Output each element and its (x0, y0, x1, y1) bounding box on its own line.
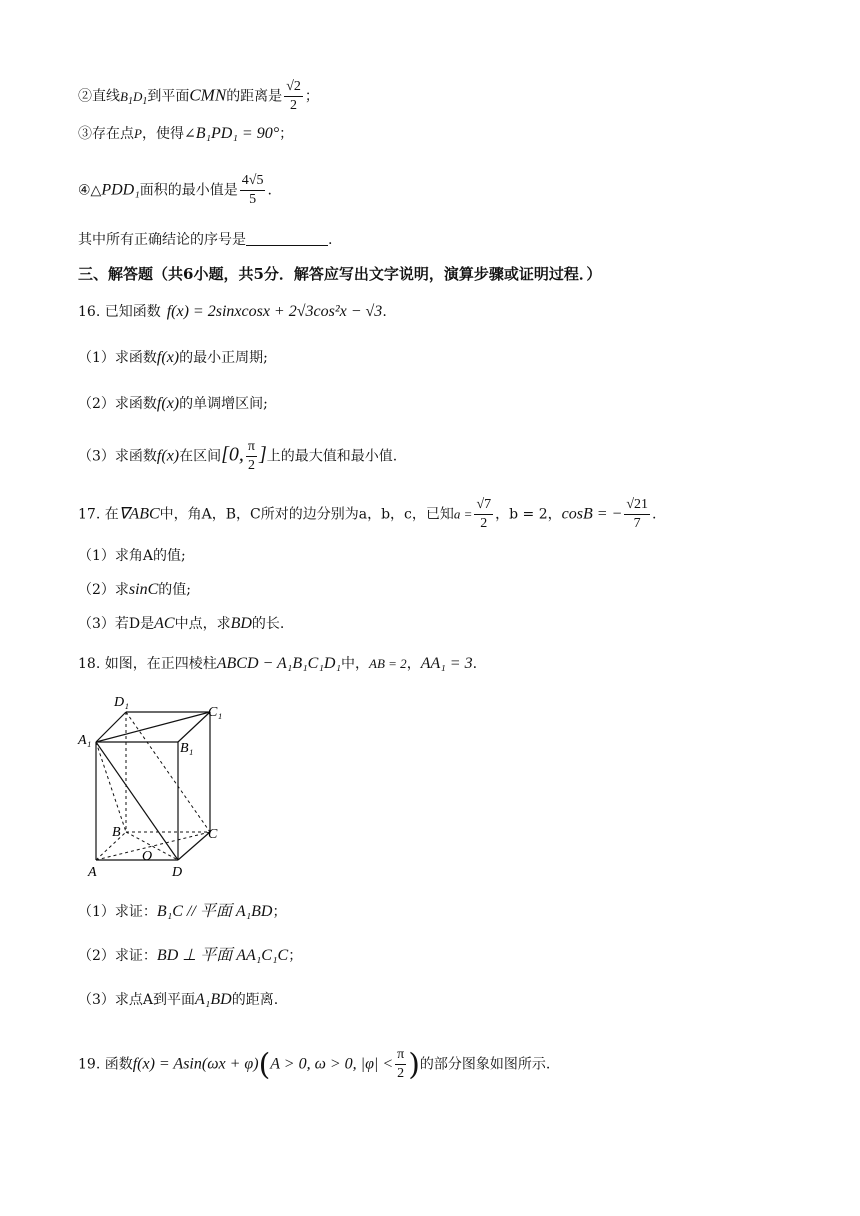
q17-p2-expr: sinC (128, 581, 159, 598)
q17-b-part: ，b = 2， (495, 506, 562, 523)
q19-stem (78, 1046, 550, 1083)
q15-item-4 (78, 172, 272, 209)
q15-item2-plane: CMN (189, 85, 227, 105)
q19-condition: A > 0, ω > 0, |φ| < (270, 1055, 394, 1073)
q18-stem-prefix: 18. 如图，在正四棱柱 (78, 656, 217, 672)
q16-p3-mid: 在区间 (179, 448, 222, 465)
q17-cos-fraction: $\frac{√21}{7}$ (626, 497, 649, 531)
q15-item2-line: $B_1D_1$ (120, 88, 148, 107)
q18-stem-end: . (472, 656, 478, 672)
q17-p3-seg: AC (154, 615, 175, 632)
q16-p3-end: 上的最大值和最小值. (266, 448, 398, 465)
q16-stem (78, 302, 387, 322)
q18-ab: AB = 2 (369, 656, 407, 671)
q19-fraction: $\frac{\pi}{2}$ (397, 1047, 405, 1081)
hidden-a1-b (96, 742, 126, 832)
q16-part-3 (78, 438, 397, 475)
q16-p2-prefix: （2）求函数 (78, 396, 157, 412)
q17-p3-end: 的长. (251, 616, 285, 632)
q15-item4-end: . (267, 182, 272, 199)
q17-triangle: ∇ABC (118, 505, 160, 523)
q18-aa: AA₁ = 3 (420, 655, 473, 672)
q19-stem-prefix: 19. 函数 (78, 1056, 133, 1073)
label-o: O (142, 849, 153, 864)
hidden-d1-c (126, 712, 210, 832)
q17-cos-label: cosB = − (561, 505, 623, 523)
q16-function: f(x) = 2sinxcosx + 2√3cos²x − √3 (166, 303, 383, 320)
q15-item3-mid: ，使得∠ (141, 126, 196, 142)
label-d1: D₁ (114, 695, 129, 710)
q17-stem-prefix: 17. 在 (78, 506, 119, 523)
q17-a-label: a = (453, 506, 473, 522)
q16-stem-prefix: 16. 已知函数 (78, 304, 161, 320)
q16-p3-prefix: （3）求函数 (78, 448, 157, 465)
q17-part-2 (78, 580, 191, 600)
q15-ask-text: 其中所有正确结论的序号是 (78, 232, 246, 248)
q18-p3-end: 的距离. (231, 992, 279, 1008)
q15-ask (78, 230, 332, 250)
q17-stem-end: . (652, 506, 657, 523)
q17-a-fraction: $\frac{√7}{2}$ (476, 497, 492, 531)
q16-p1-prefix: （1）求函数 (78, 350, 157, 366)
label-d: D (172, 865, 183, 880)
q15-item2-prefix: ②直线 (78, 88, 120, 105)
q18-p2-end: ； (288, 948, 303, 964)
q18-stem-mid: 中， (341, 656, 370, 672)
q15-item4-fraction: $\frac{4√5}{5}$ (241, 173, 264, 207)
hidden-a-b (96, 832, 126, 860)
q18-p3-prefix: （3）求点A到平面 (78, 992, 196, 1008)
q15-item4-tri: PDD₁ (101, 181, 140, 199)
q17-p3-prefix: （3）若D是 (78, 616, 155, 632)
q16-p2-end: 的单调增区间; (179, 396, 268, 412)
q18-p3-expr: A₁BD (195, 991, 232, 1008)
label-a1: A₁ (78, 733, 92, 748)
q18-p1-expr: B₁C // 平面 A₁BD (156, 903, 273, 920)
q19-paren-left: ( (258, 1047, 271, 1083)
q15-item-2 (78, 78, 319, 115)
q18-stem (78, 654, 477, 674)
q15-item3-prefix: ③存在点 (78, 126, 134, 142)
q15-item3-end: ； (279, 126, 294, 142)
q17-stem (78, 496, 656, 533)
edge-a1-d (96, 742, 178, 860)
q18-sep: ， (406, 656, 421, 672)
q17-part-1: （1）求角A的值; (78, 548, 186, 564)
q19-paren-right: ) (408, 1047, 420, 1083)
q18-prism: ABCD − A₁B₁C₁D₁ (216, 655, 342, 672)
q18-p2-prefix: （2）求证： (78, 948, 157, 964)
label-b: B (112, 825, 121, 840)
q16-p3-interval-right: ] (259, 443, 267, 466)
edge-a1-c1 (96, 712, 210, 742)
q18-part-1 (78, 902, 287, 922)
label-a: A (88, 865, 97, 880)
q18-part-2 (78, 946, 302, 966)
q17-p3-seg2: BD (230, 615, 252, 632)
q18-part-3 (78, 990, 278, 1010)
q17-stem-mid: 中，角A，B，C所对的边分别为a，b，c，已知 (159, 506, 454, 523)
label-c: C (208, 827, 218, 842)
q15-item-3 (78, 124, 293, 144)
q19-function: f(x) = Asin(ωx + φ) (132, 1055, 259, 1073)
q18-p1-end: ； (272, 904, 287, 920)
q15-item3-expr: B₁PD₁ = 90° (195, 125, 280, 142)
q16-p3-interval-left: [0, (221, 443, 244, 466)
q16-p1-func: f(x) (156, 349, 180, 366)
q15-item2-end: ； (304, 88, 319, 105)
q17-p2-end: 的值; (158, 582, 191, 598)
q16-p2-func: f(x) (156, 395, 180, 412)
label-c1: C₁ (208, 705, 223, 720)
q19-stem-end: 的部分图象如图所示. (419, 1056, 551, 1073)
q16-p3-func: f(x) (156, 447, 180, 465)
prism-figure (76, 690, 236, 882)
answer-blank[interactable] (246, 231, 328, 246)
q15-item4-prefix: ④△ (78, 182, 102, 199)
q16-part-2 (78, 394, 268, 414)
q16-stem-end: . (382, 304, 387, 320)
q15-item2-mid: 到平面 (147, 88, 190, 105)
q18-p2-expr: BD ⊥ 平面 AA₁C₁C (156, 947, 289, 964)
q16-p1-end: 的最小正周期; (179, 350, 268, 366)
q17-p2-prefix: （2）求 (78, 582, 129, 598)
q17-p3-mid: 中点，求 (174, 616, 231, 632)
q16-p3-fraction: $\frac{\pi}{2}$ (247, 439, 255, 473)
q15-ask-end: . (328, 232, 333, 248)
section-3-title: 三、解答题（共6小题，共5分．解答应写出文字说明，演算步骤或证明过程．） (78, 265, 602, 283)
q16-part-1 (78, 348, 268, 368)
q15-item4-mid: 面积的最小值是 (139, 182, 238, 199)
label-b1: B₁ (180, 741, 194, 756)
q17-part-3 (78, 614, 284, 634)
q15-item3-point: P (134, 126, 142, 141)
q15-item2-fraction: $\frac{√2}{2}$ (286, 79, 301, 113)
q15-item2-mid2: 的距离是 (226, 88, 283, 105)
q18-p1-prefix: （1）求证： (78, 904, 157, 920)
edge-d-c (178, 832, 210, 860)
